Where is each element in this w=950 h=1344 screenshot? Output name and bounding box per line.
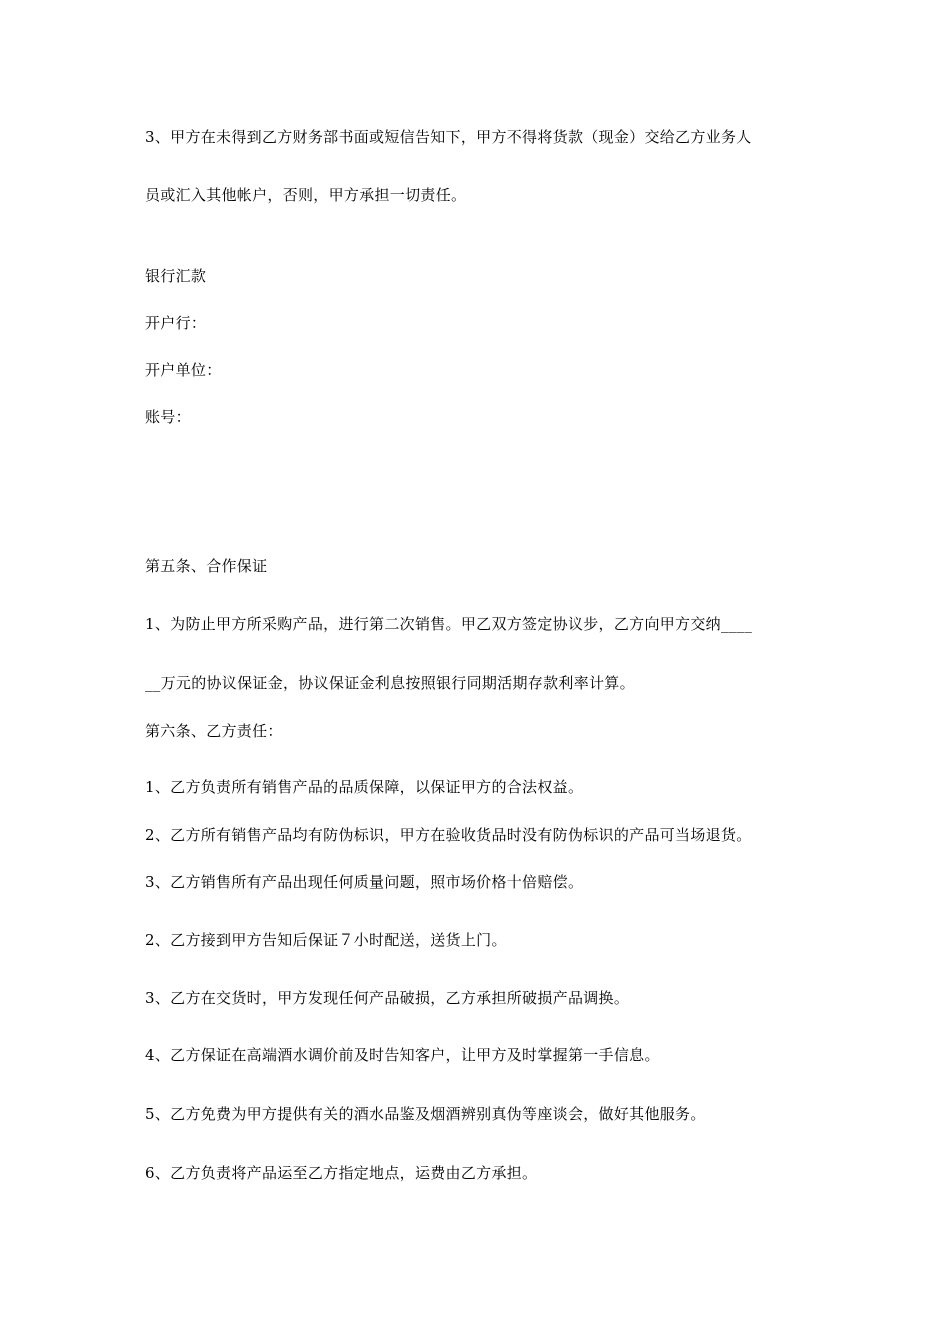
article6-item: 4、乙方保证在高端酒水调价前及时告知客户，让甲方及时掌握第一手信息。 <box>145 1046 660 1064</box>
article6-item: 3、乙方销售所有产品出现任何质量问题，照市场价格十倍赔偿。 <box>145 873 584 891</box>
article6-item: 6、乙方负责将产品运至乙方指定地点，运费由乙方承担。 <box>145 1164 538 1182</box>
article6-item: 3、乙方在交货时，甲方发现任何产品破损，乙方承担所破损产品调换。 <box>145 989 630 1007</box>
clause3-line2: 员或汇入其他帐户，否则，甲方承担一切责任。 <box>145 186 467 204</box>
clause3-line1: 3、甲方在未得到乙方财务部书面或短信告知下，甲方不得将货款（现金）交给乙方业务人 <box>145 128 752 146</box>
account-number-label: 账号： <box>145 408 191 426</box>
article6-item: 1、乙方负责所有销售产品的品质保障，以保证甲方的合法权益。 <box>145 778 584 796</box>
bank-name-label: 开户行： <box>145 314 207 332</box>
article5-title: 第五条、合作保证 <box>145 557 268 575</box>
article6-item: 5、乙方免费为甲方提供有关的酒水品鉴及烟酒辨别真伪等座谈会，做好其他服务。 <box>145 1105 706 1123</box>
bank-transfer-heading: 银行汇款 <box>145 267 207 285</box>
article5-item1-line1: 1、为防止甲方所采购产品，进行第二次销售。甲乙双方签定协议步，乙方向甲方交纳____ <box>145 615 753 633</box>
account-holder-label: 开户单位： <box>145 361 222 379</box>
article5-item1-line2: __万元的协议保证金，协议保证金利息按照银行同期活期存款利率计算。 <box>145 674 635 692</box>
article6-item: 2、乙方所有销售产品均有防伪标识，甲方在验收货品时没有防伪标识的产品可当场退货。 <box>145 826 752 844</box>
article6-item: 2、乙方接到甲方告知后保证７小时配送，送货上门。 <box>145 931 507 949</box>
article6-title: 第六条、乙方责任： <box>145 722 283 740</box>
